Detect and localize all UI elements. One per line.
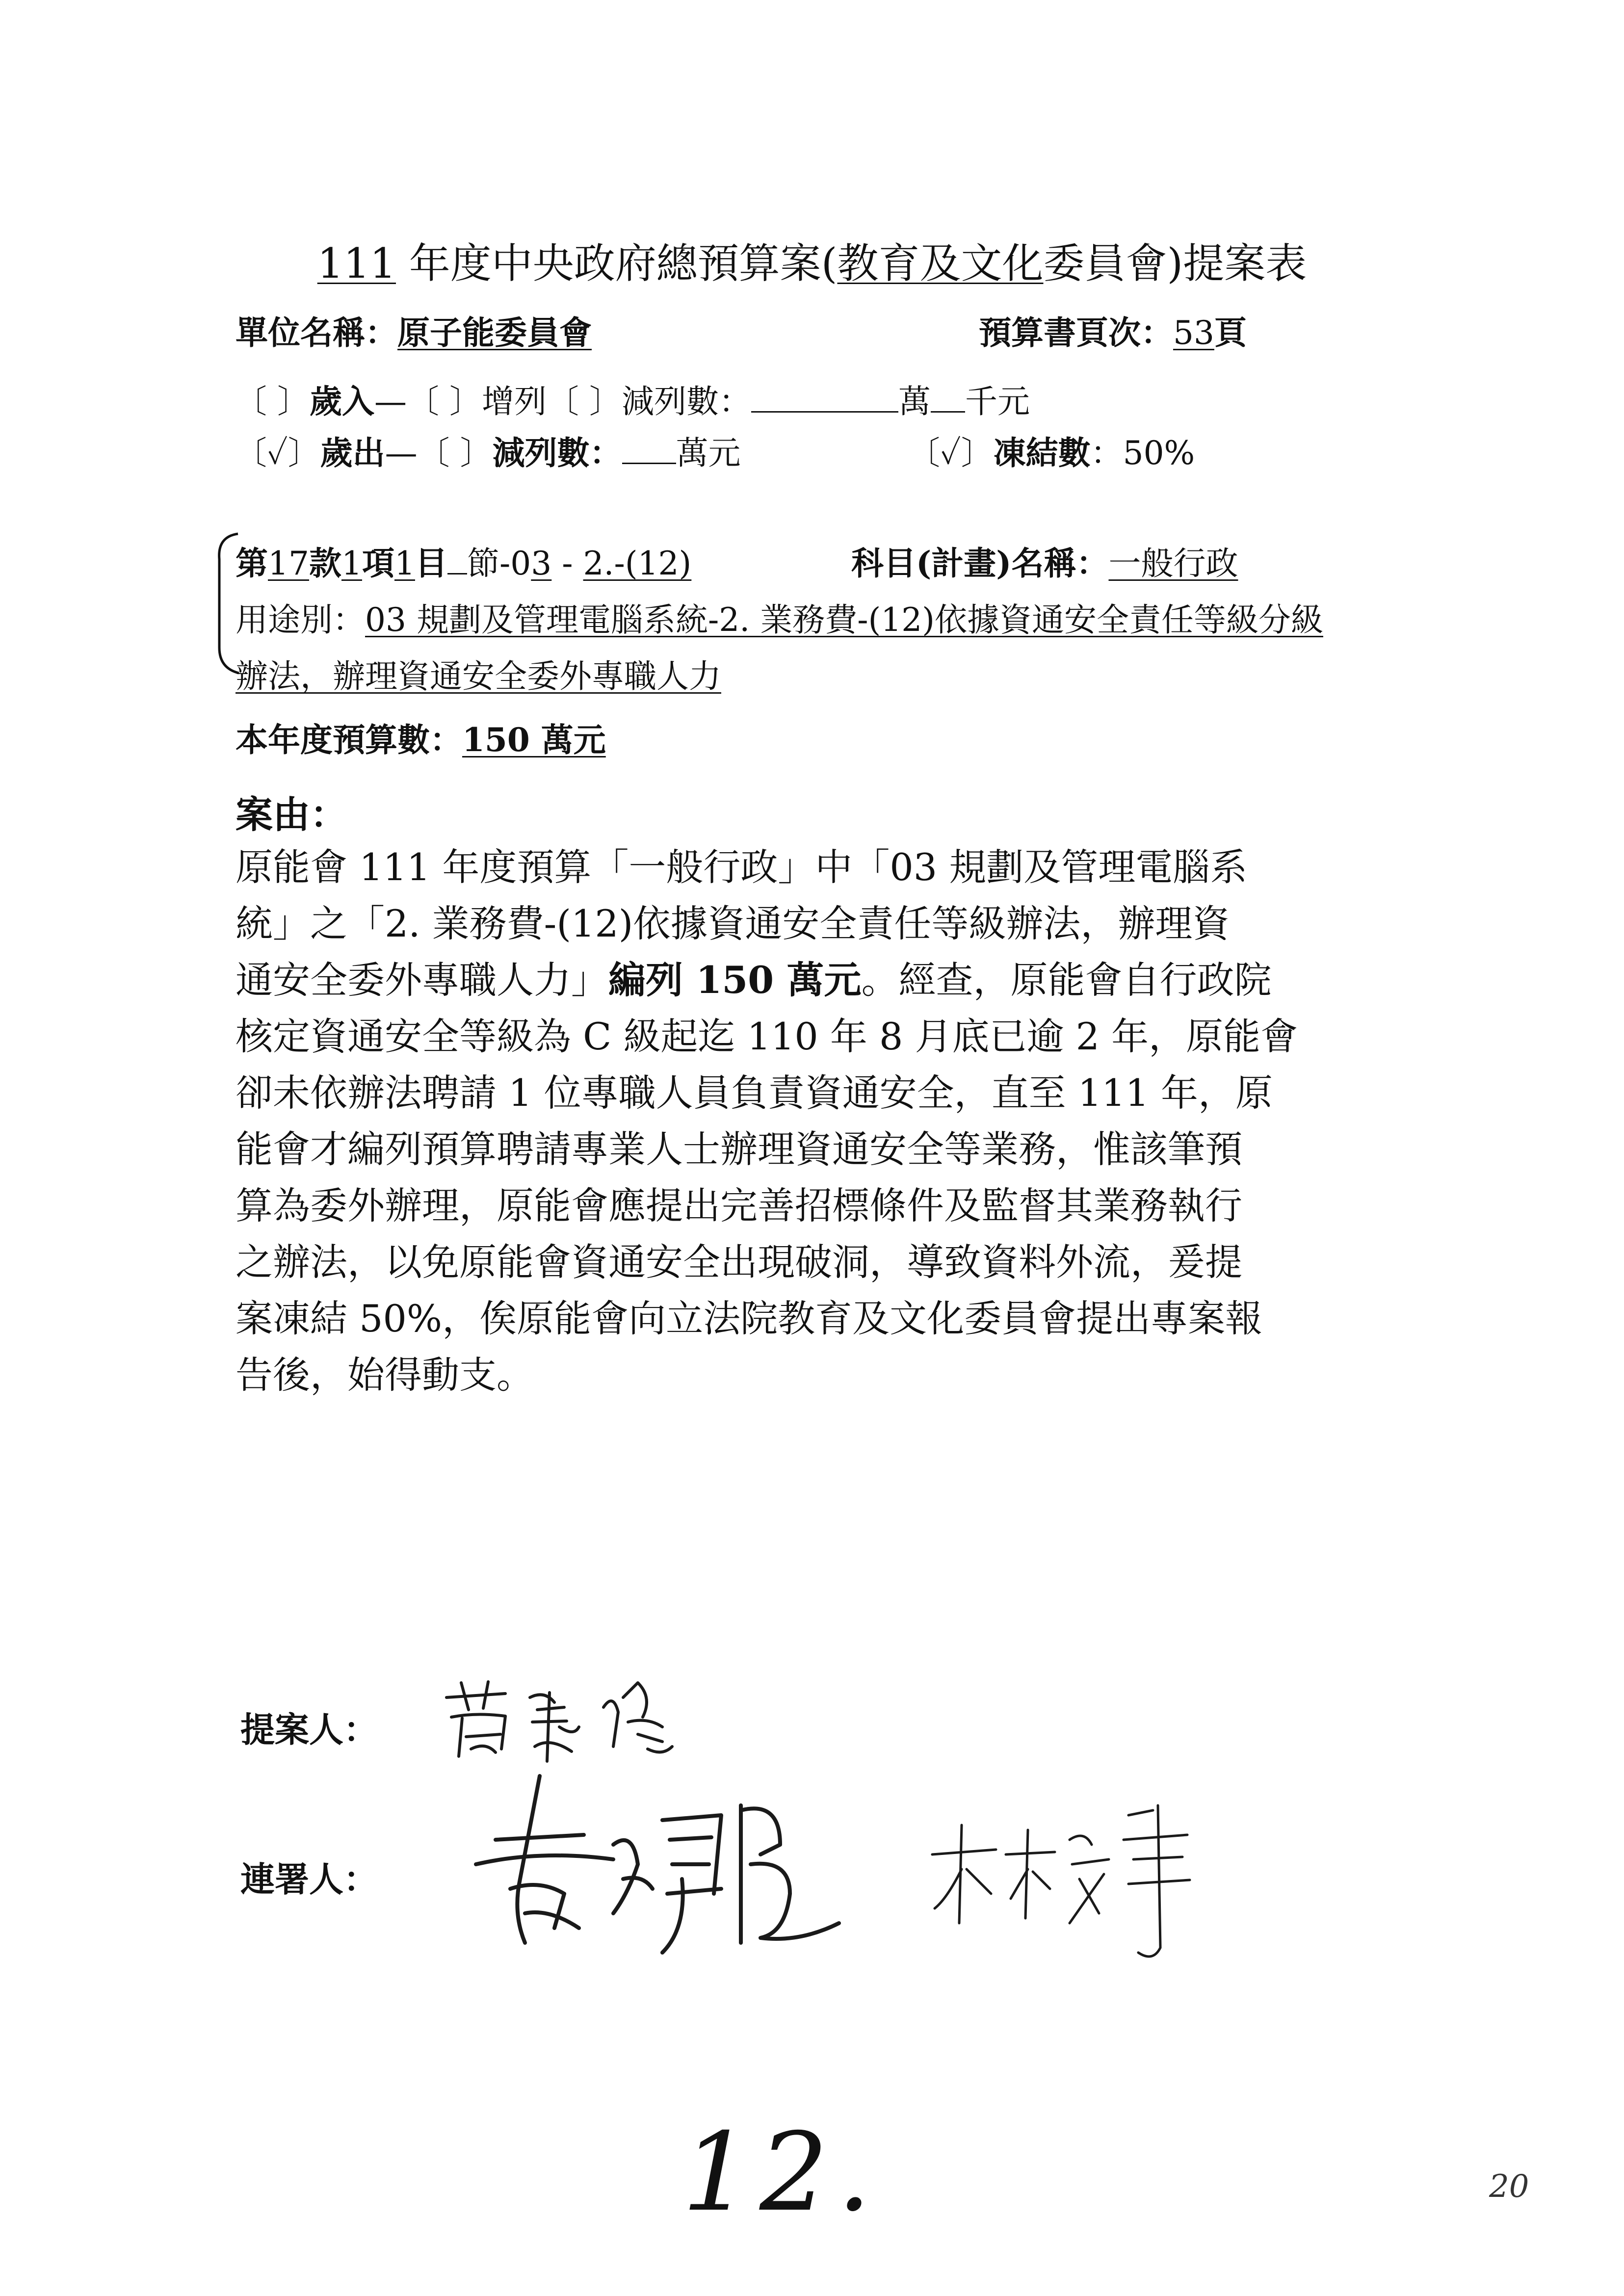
expenditure-decrease-checkbox: 〔 〕: [417, 434, 493, 472]
cosigner-signature-2: [922, 1786, 1217, 1972]
reason-line: 核定資通安全等級為 C 級起迄 110 年 8 月底已逾 2 年，原能會: [236, 1015, 1298, 1058]
item-kuan: 款: [309, 544, 341, 582]
proposer-label: 提案人：: [240, 1709, 378, 1750]
annual-budget-value: 150 萬元: [462, 721, 606, 759]
reason-line: 統」之「2. 業務費-(12)依據資通安全責任等級辦法，辦理資: [236, 902, 1230, 945]
expenditure-dash: —: [385, 434, 418, 472]
revenue-checkbox: 〔 〕: [235, 383, 310, 420]
item-kuan-num: 17: [268, 545, 309, 582]
reason-line: 卻未依辦法聘請 1 位專職人員負責資通安全，直至 111 年，原: [236, 1071, 1273, 1115]
freeze-checkbox: 〔✓〕: [908, 434, 994, 472]
budget-page-label: 預算書頁次：: [979, 313, 1173, 352]
cosigner-signature-1: [466, 1766, 859, 1972]
reason-line: 能會才編列預算聘請專業人士辦理資通安全等業務，惟該筆預: [236, 1127, 1242, 1171]
purpose-value-line2: 辦法，辦理資通安全委外專職人力: [236, 657, 721, 695]
revenue-label: 歲入: [309, 382, 374, 420]
item-mu-num: 1: [394, 545, 415, 582]
item-di: 第: [236, 544, 268, 582]
annual-budget-label: 本年度預算數：: [236, 721, 462, 759]
item-xiang-num: 1: [341, 545, 362, 582]
item-row: [236, 537, 691, 584]
item-sub: 2.-(12): [583, 545, 692, 582]
expenditure-row: [235, 427, 741, 473]
title-committee: 教育及文化: [837, 239, 1044, 287]
title-pre: 年度中央政府總預算案(: [396, 239, 838, 287]
reason-body: [236, 839, 1298, 1403]
purpose-row-2: [236, 650, 721, 697]
item-xiang: 項: [362, 544, 394, 582]
reason-line3-post: 。經查，原能會自行政院: [861, 958, 1272, 1002]
reason-line: 算為委外辦理，原能會應提出完善招標條件及監督其業務執行: [236, 1184, 1242, 1227]
revenue-blank: [751, 411, 898, 413]
purpose-row: [236, 594, 1323, 640]
reason-line: 案凍結 50%，俟原能會向立法院教育及文化委員會提出專案報: [236, 1297, 1263, 1340]
revenue-wan: 萬: [898, 383, 931, 420]
budget-page-row: [979, 307, 1247, 353]
reason-line3-bold: 編列 150 萬元: [608, 958, 862, 1002]
revenue-qianyuan: 千元: [965, 383, 1030, 420]
reason-line: 告後，始得動支。: [236, 1353, 534, 1397]
purpose-value-line1: 03 規劃及管理電腦系統-2. 業務費-(12)依據資通安全責任等級分級: [365, 601, 1323, 639]
reason-line: 之辦法，以免原能會資通安全出現破洞，導致資料外流，爰提: [236, 1240, 1242, 1284]
item-jie-num: 3: [531, 545, 552, 582]
subject-value: 一般行政: [1108, 545, 1238, 582]
unit-label: 單位名稱：: [236, 313, 397, 352]
freeze-value: ：50%: [1090, 434, 1195, 472]
annual-budget-row: [236, 714, 606, 760]
cosigner-label: 連署人：: [240, 1859, 378, 1900]
freeze-label: 凍結數: [993, 434, 1091, 472]
item-blank: [447, 573, 467, 574]
item-sep: -: [551, 545, 583, 582]
item-mu: 目: [415, 544, 447, 582]
revenue-dash: —: [374, 383, 407, 420]
page-mark: 20: [1489, 2168, 1529, 2205]
expenditure-label: 歲出: [320, 434, 385, 472]
reason-line: [236, 952, 1298, 1008]
subject-row: [851, 537, 1238, 584]
revenue-increase: 〔 〕增列: [406, 383, 547, 420]
expenditure-wanyuan: 萬元: [676, 434, 741, 472]
reason-line: 原能會 111 年度預算「一般行政」中「03 規劃及管理電腦系: [236, 845, 1248, 889]
reason-line3-pre: 通安全委外專職人力」: [236, 958, 608, 1002]
unit-row: [236, 307, 592, 353]
handwritten-number: 12.: [682, 2110, 880, 2235]
revenue-decrease: 〔 〕減列數：: [546, 383, 751, 420]
proposer-signature: [432, 1663, 707, 1771]
title-year: 111: [317, 239, 396, 287]
freeze-row: [908, 427, 1195, 473]
expenditure-blank: [622, 463, 676, 464]
purpose-label: 用途別：: [236, 601, 365, 639]
budget-page-suffix: 頁: [1214, 313, 1247, 352]
title-post: 委員會)提案表: [1043, 239, 1307, 287]
unit-value: 原子能委員會: [397, 313, 592, 352]
budget-page-value: 53: [1173, 314, 1214, 352]
expenditure-decrease-label: 減列數：: [492, 434, 622, 472]
expenditure-checkbox: 〔✓〕: [235, 434, 320, 472]
revenue-row: [235, 375, 1030, 422]
page-title: [0, 231, 1624, 290]
subject-label: 科目(計畫)名稱：: [851, 544, 1109, 582]
revenue-blank-2: [931, 411, 965, 413]
reason-heading: 案由：: [236, 793, 347, 836]
item-jie: 節-0: [467, 545, 531, 582]
